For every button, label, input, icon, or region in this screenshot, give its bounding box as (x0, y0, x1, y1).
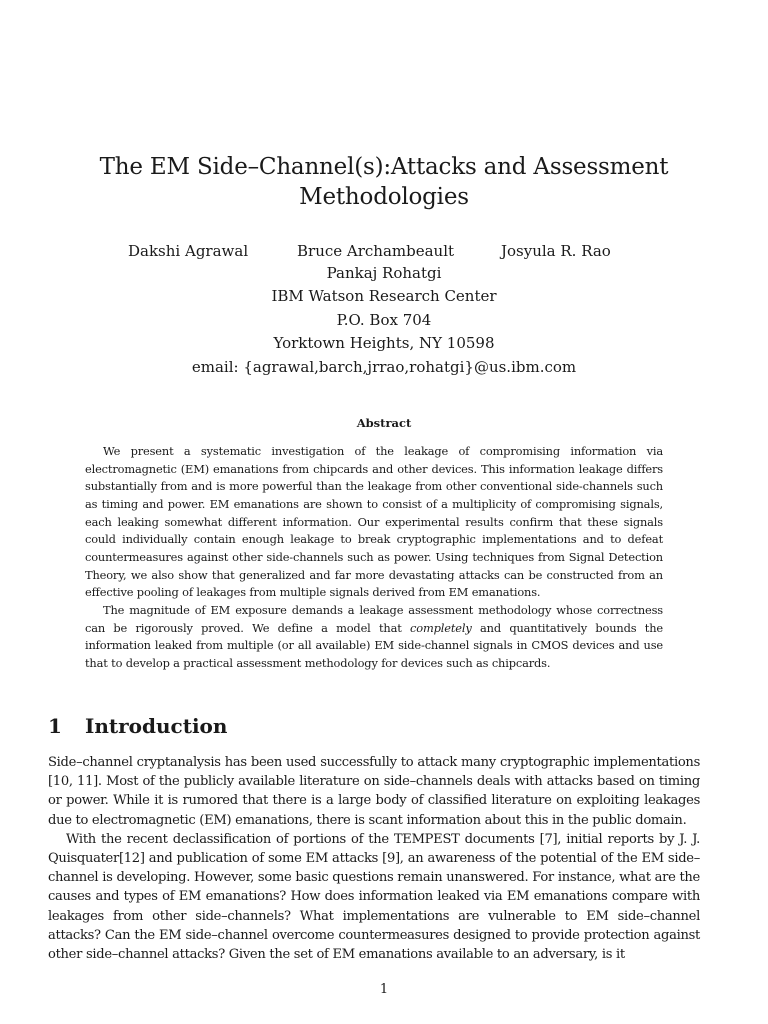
abstract-paragraph (85, 602, 663, 673)
page-number: 1 (379, 982, 389, 997)
abstract-text: The magnitude of EM exposure demands a leakage assessment methodology whose correctness can be rigorously proved. We define a model that (85, 602, 663, 635)
body-paragraph: Side–channel cryptanalysis has been used successfully to attack many cryptographic implementations [10, 11]. Most of the publicly available literature on side–channels deals with attacks based on timing or power. While it is rumored that there is a large body of classified literature on exploiting leakages due to electromagnetic (EM) emanations, there is scant information about this in the public domain. (48, 755, 700, 828)
affiliation-line: IBM Watson Research Center (271, 287, 497, 306)
body-paragraph: With the recent declassification of portions of the TEMPEST documents [7], initial reports by J. J. Quisquater[12] and publication of some EM attacks [9], an awareness of the potential of the EM side–channel is developing. However, some basic questions remain unanswered. For instance, what are the causes and types of EM emanations? How does information leaked via EM emanations compare with leakages from other side–channels? What implementations are vulnerable to EM side–channel attacks? Can the EM side–channel overcome countermeasures designed to provide protection against other side–channel attacks? Given the set of EM emanations available to an adversary, is it (48, 831, 700, 963)
author-name: Dakshi Agrawal (128, 242, 249, 260)
email-line: email: {agrawal,barch,jrrao,rohatgi}@us.ibm.com (191, 357, 577, 376)
section-heading (48, 714, 227, 738)
author-name: Pankaj Rohatgi (326, 264, 442, 282)
abstract-heading: Abstract (356, 416, 412, 430)
affiliation-block (80, 262, 688, 379)
abstract-body (85, 443, 663, 673)
abstract-paragraph: We present a systematic investigation of the leakage of compromising information via electromagnetic (EM) emanations from chipcards and other devices. This information leakage differs substantially from and is more powerful than the leakage from other conventional side-channels such as timing and power. EM emanations are shown to consist of a multiplicity of compromising signals, each leaking somewhat different information. Our experimental results confirm that these signals could individually contain enough leakage to break cryptographic implementations and to defeat countermeasures against other side-channels such as power. Using techniques from Signal Detection Theory, we also show that generalized and far more devastating attacks can be constructed from an effective pooling of leakages from multiple signals derived from EM emanations. (85, 444, 663, 600)
affiliation-line: P.O. Box 704 (336, 310, 432, 329)
emphasis-text: completely (410, 620, 472, 635)
section-body (48, 753, 700, 964)
section-title: Introduction (85, 714, 228, 738)
author-name: Josyula R. Rao (501, 242, 611, 260)
affiliation-line: Yorktown Heights, NY 10598 (273, 334, 495, 353)
paper-title: The EM Side–Channel(s):Attacks and Assessment Methodologies (99, 154, 669, 210)
abstract-text: and quantitatively bounds the information leaked from multiple (or all available) EM side-channel signals in CMOS devices and use that to develop a practical assessment methodology for devices such as chipcards. (85, 620, 663, 670)
section-number: 1 (48, 714, 62, 738)
author-name: Bruce Archambeault (297, 242, 455, 260)
